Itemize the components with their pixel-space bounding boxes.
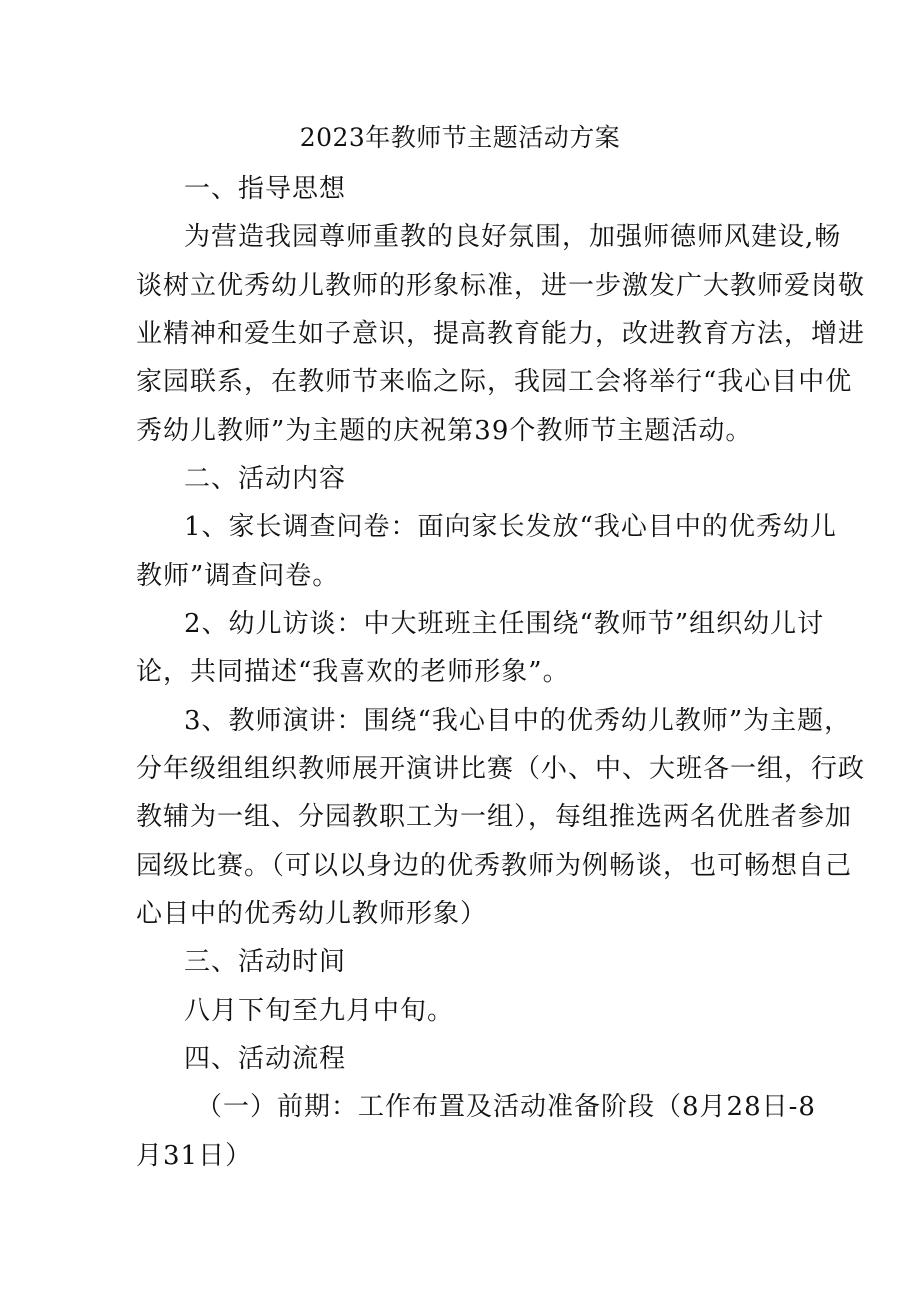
document-title: 2023年教师节主题活动方案 [299, 123, 621, 152]
section-heading-activity-time: 三、活动时间 [184, 947, 347, 977]
paragraph-line: 论，共同描述“我喜欢的老师形象”。 [136, 657, 570, 687]
paragraph-line: 秀幼儿教师”为主题的庆祝第39个教师节主题活动。 [136, 416, 753, 446]
section-heading-guiding-thought: 一、指导思想 [184, 174, 347, 204]
section-heading-activity-process: 四、活动流程 [184, 1044, 347, 1074]
paragraph-line: 1、家长调查问卷：面向家长发放“我心目中的优秀幼儿 [184, 512, 837, 542]
paragraph-line: 2、幼儿访谈：中大班班主任围绕“教师节”组织幼儿讨 [184, 609, 825, 639]
paragraph-line: 家园联系，在教师节来临之际，我园工会将举行“我心目中优 [136, 367, 853, 397]
paragraph-line: 教师”调查问卷。 [136, 561, 340, 591]
paragraph-line: （一）前期：工作布置及活动准备阶段（8月28日-8 [196, 1092, 816, 1122]
paragraph-line: 心目中的优秀幼儿教师形象） [136, 899, 488, 929]
paragraph-line: 月31日） [136, 1141, 253, 1171]
paragraph-line: 园级比赛。（可以以身边的优秀教师为例畅谈，也可畅想自己 [136, 851, 853, 881]
section-heading-activity-content: 二、活动内容 [184, 464, 347, 494]
paragraph-line: 谈树立优秀幼儿教师的形象标准，进一步激发广大教师爱岗敬 [136, 271, 866, 301]
paragraph-line: 业精神和爱生如子意识，提高教育能力，改进教育方法，增进 [136, 319, 866, 349]
paragraph-line: 教辅为一组、分园教职工为一组），每组推选两名优胜者参加 [136, 802, 853, 832]
paragraph-line: 为营造我园尊师重教的良好氛围，加强师德师风建设,畅 [184, 222, 842, 252]
paragraph-line: 八月下旬至九月中旬。 [184, 996, 455, 1026]
paragraph-line: 分年级组组织教师展开演讲比赛（小、中、大班各一组，行政 [136, 754, 866, 784]
paragraph-line: 3、教师演讲：围绕“我心目中的优秀幼儿教师”为主题， [184, 706, 852, 736]
